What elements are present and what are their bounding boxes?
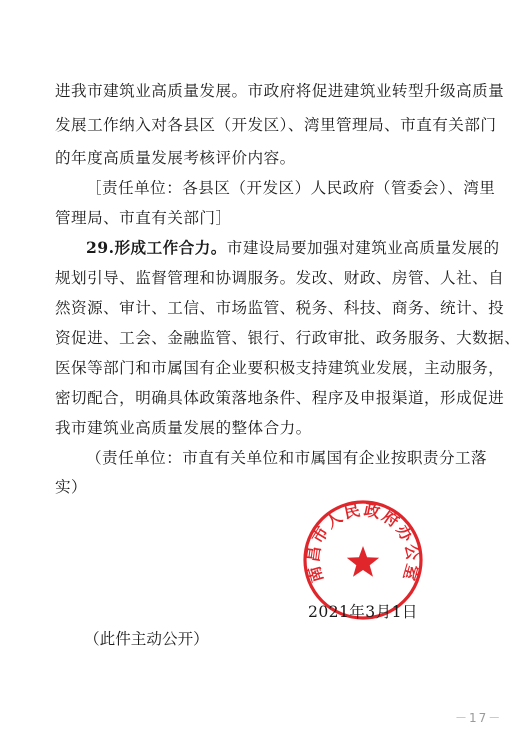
paragraph-line: 我市建筑业高质量发展的整体合力。 bbox=[55, 419, 312, 437]
section-29-heading: 29.形成工作合力。 bbox=[86, 238, 227, 257]
paragraph-line: 的年度高质量发展考核评价内容。 bbox=[55, 149, 296, 167]
paragraph-line: 然资源、审计、工信、市场监管、税务、科技、商务、统计、投 bbox=[55, 299, 505, 317]
responsibility-line: 管理局、市直有关部门］ bbox=[55, 209, 232, 227]
issue-date: 2021年3月1日 bbox=[308, 603, 418, 621]
paragraph-line: 资促进、工会、金融监管、银行、行政审批、政务服务、大数据、 bbox=[55, 329, 521, 347]
section-29-text: 市建设局要加强对建筑业高质量发展的 bbox=[226, 239, 500, 257]
responsibility-line: ［责任单位：各县区（开发区）人民政府（管委会）、湾里 bbox=[86, 179, 496, 197]
paragraph-line: 医保等部门和市属国有企业要积极支持建筑业发展，主动服务， bbox=[55, 359, 505, 377]
paragraph-line: 规划引导、监督管理和协调服务。发改、财政、房管、人社、自 bbox=[55, 269, 505, 287]
responsibility-line: 实） bbox=[55, 478, 88, 496]
responsibility-line: （责任单位：市直有关单位和市属国有企业按职责分工落 bbox=[86, 449, 488, 467]
seal-text: 南昌市人民政府办公室 bbox=[303, 500, 423, 585]
paragraph-line: 发展工作纳入对各县区（开发区）、湾里管理局、市直有关部门 bbox=[55, 116, 497, 134]
section-29-first-line bbox=[86, 238, 500, 258]
public-notice: （此件主动公开） bbox=[84, 630, 209, 648]
paragraph-line: 密切配合，明确具体政策落地条件、程序及申报渠道，形成促进 bbox=[55, 389, 505, 407]
seal-star-icon bbox=[347, 546, 379, 577]
page-number: －17－ bbox=[455, 711, 503, 725]
paragraph-line: 进我市建筑业高质量发展。市政府将促进建筑业转型升级高质量 bbox=[55, 82, 505, 100]
